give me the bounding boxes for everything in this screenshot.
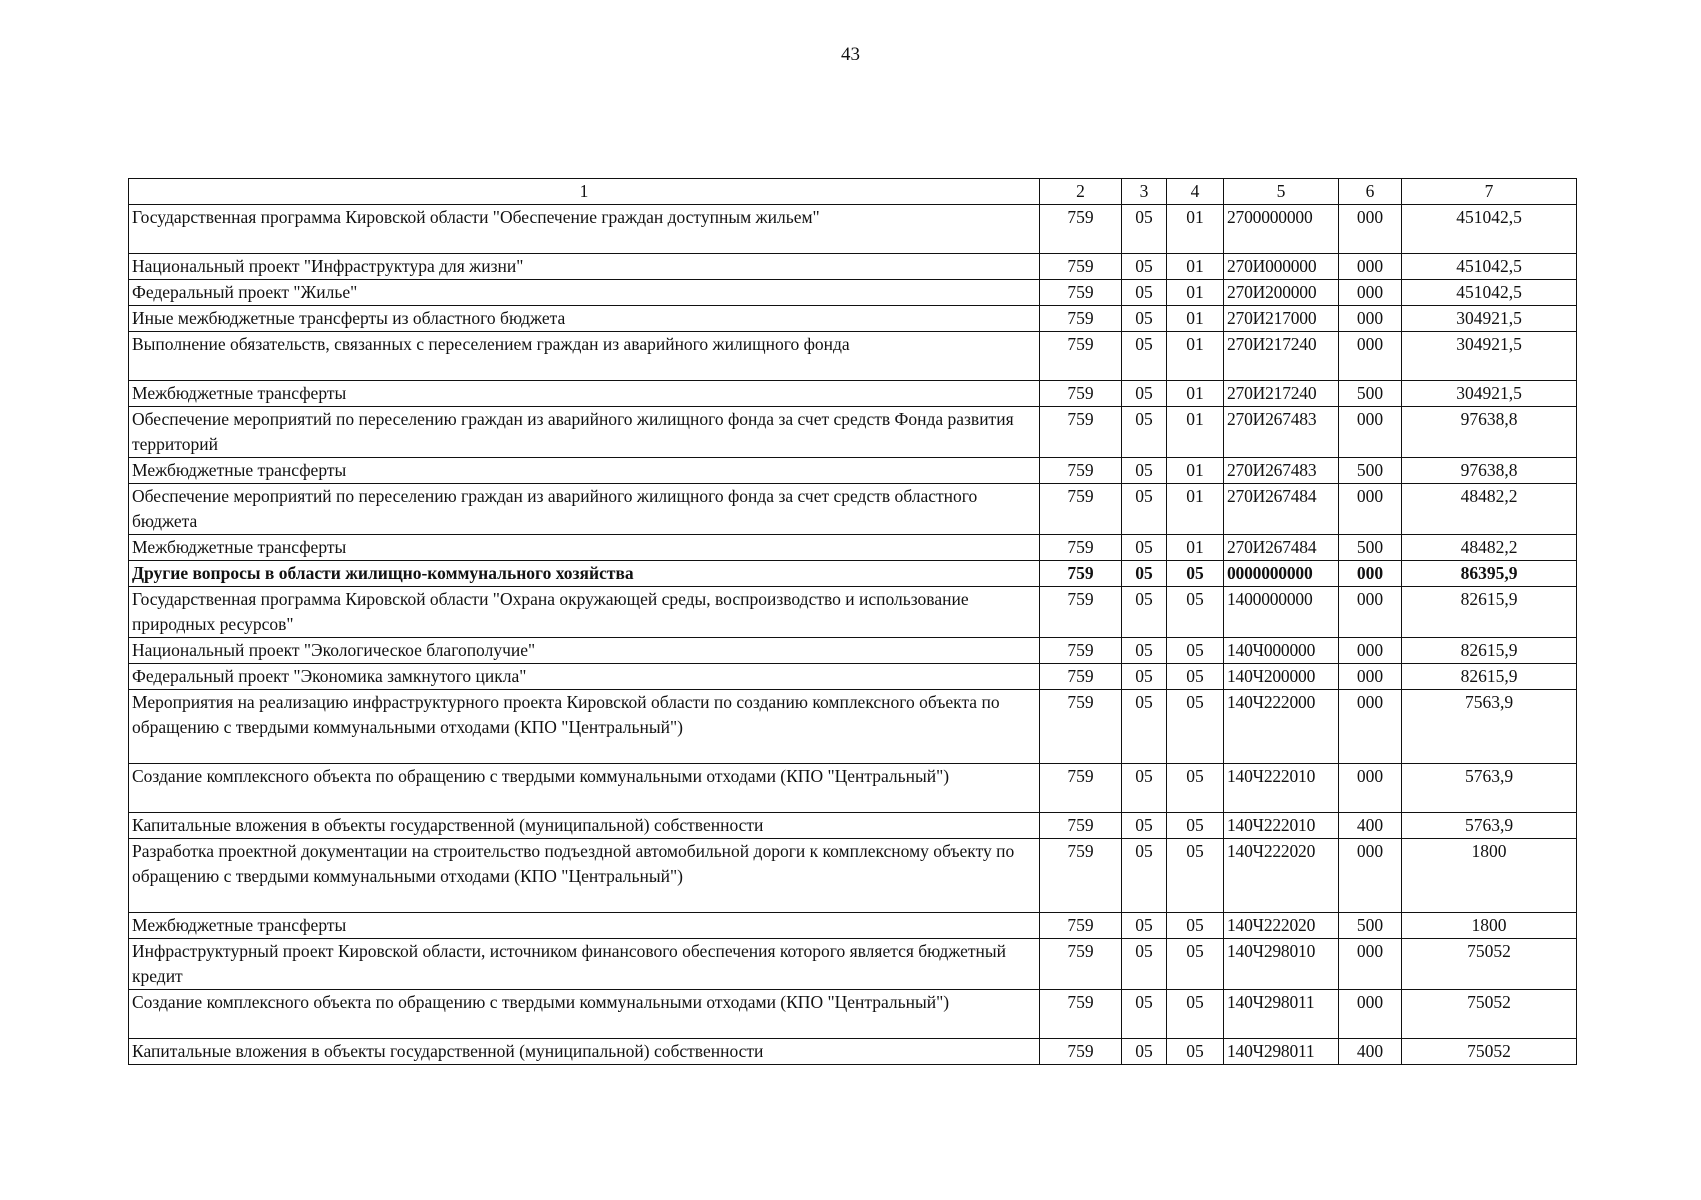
row-section: 05 (1122, 638, 1167, 664)
row-section: 05 (1122, 764, 1167, 813)
budget-table (128, 178, 1577, 1065)
row-ministry-code: 759 (1040, 484, 1122, 535)
row-expense-type: 000 (1339, 561, 1402, 587)
table-row (129, 332, 1577, 381)
row-amount: 82615,9 (1402, 664, 1577, 690)
row-section: 05 (1122, 535, 1167, 561)
table-row (129, 458, 1577, 484)
row-description: Государственная программа Кировской области "Охрана окружающей среды, воспроизводство и использование природных ресурсов" (129, 587, 1040, 638)
row-target-article: 270И267484 (1224, 484, 1339, 535)
row-ministry-code: 759 (1040, 638, 1122, 664)
table-row (129, 407, 1577, 458)
row-subsection: 05 (1167, 561, 1224, 587)
row-expense-type: 400 (1339, 1039, 1402, 1065)
row-description: Обеспечение мероприятий по переселению граждан из аварийного жилищного фонда за счет средств Фонда развития территорий (129, 407, 1040, 458)
row-amount: 1800 (1402, 839, 1577, 913)
row-subsection: 01 (1167, 205, 1224, 254)
row-target-article: 1400000000 (1224, 587, 1339, 638)
table-row (129, 939, 1577, 990)
table-row (129, 839, 1577, 913)
row-subsection: 01 (1167, 332, 1224, 381)
row-amount: 75052 (1402, 990, 1577, 1039)
row-target-article: 270И267484 (1224, 535, 1339, 561)
row-amount: 451042,5 (1402, 280, 1577, 306)
header-row (129, 179, 1577, 205)
header-col-3: 3 (1122, 179, 1167, 205)
row-amount: 82615,9 (1402, 638, 1577, 664)
row-description: Государственная программа Кировской области "Обеспечение граждан доступным жильем" (129, 205, 1040, 254)
row-target-article: 140Ч222020 (1224, 913, 1339, 939)
row-amount: 86395,9 (1402, 561, 1577, 587)
row-description: Другие вопросы в области жилищно-коммунального хозяйства (129, 561, 1040, 587)
row-expense-type: 000 (1339, 587, 1402, 638)
row-subsection: 05 (1167, 638, 1224, 664)
row-expense-type: 000 (1339, 638, 1402, 664)
header-col-7: 7 (1402, 179, 1577, 205)
row-section: 05 (1122, 332, 1167, 381)
row-subsection: 05 (1167, 1039, 1224, 1065)
row-subsection: 05 (1167, 939, 1224, 990)
row-subsection: 05 (1167, 690, 1224, 764)
row-ministry-code: 759 (1040, 939, 1122, 990)
table-row (129, 813, 1577, 839)
row-target-article: 140Ч000000 (1224, 638, 1339, 664)
row-section: 05 (1122, 306, 1167, 332)
row-expense-type: 000 (1339, 690, 1402, 764)
row-subsection: 01 (1167, 484, 1224, 535)
row-target-article: 270И000000 (1224, 254, 1339, 280)
row-expense-type: 000 (1339, 764, 1402, 813)
row-amount: 75052 (1402, 1039, 1577, 1065)
row-amount: 97638,8 (1402, 407, 1577, 458)
row-description: Межбюджетные трансферты (129, 535, 1040, 561)
row-target-article: 270И217240 (1224, 332, 1339, 381)
row-target-article: 140Ч298011 (1224, 1039, 1339, 1065)
row-description: Федеральный проект "Жилье" (129, 280, 1040, 306)
row-subsection: 01 (1167, 381, 1224, 407)
row-amount: 451042,5 (1402, 205, 1577, 254)
header-col-5: 5 (1224, 179, 1339, 205)
row-amount: 5763,9 (1402, 764, 1577, 813)
row-ministry-code: 759 (1040, 664, 1122, 690)
row-expense-type: 500 (1339, 913, 1402, 939)
row-subsection: 01 (1167, 407, 1224, 458)
row-section: 05 (1122, 939, 1167, 990)
row-ministry-code: 759 (1040, 690, 1122, 764)
row-description: Федеральный проект "Экономика замкнутого цикла" (129, 664, 1040, 690)
row-subsection: 01 (1167, 458, 1224, 484)
row-ministry-code: 759 (1040, 764, 1122, 813)
row-subsection: 05 (1167, 587, 1224, 638)
row-amount: 48482,2 (1402, 535, 1577, 561)
row-amount: 75052 (1402, 939, 1577, 990)
row-section: 05 (1122, 813, 1167, 839)
row-amount: 304921,5 (1402, 381, 1577, 407)
table-row (129, 764, 1577, 813)
row-expense-type: 000 (1339, 990, 1402, 1039)
row-target-article: 0000000000 (1224, 561, 1339, 587)
row-expense-type: 000 (1339, 484, 1402, 535)
row-expense-type: 500 (1339, 535, 1402, 561)
row-description: Обеспечение мероприятий по переселению граждан из аварийного жилищного фонда за счет средств областного бюджета (129, 484, 1040, 535)
table-row (129, 913, 1577, 939)
row-target-article: 2700000000 (1224, 205, 1339, 254)
row-description: Инфраструктурный проект Кировской области, источником финансового обеспечения которого является бюджетный кредит (129, 939, 1040, 990)
row-amount: 1800 (1402, 913, 1577, 939)
row-ministry-code: 759 (1040, 280, 1122, 306)
row-section: 05 (1122, 587, 1167, 638)
row-ministry-code: 759 (1040, 407, 1122, 458)
row-target-article: 140Ч298010 (1224, 939, 1339, 990)
row-expense-type: 000 (1339, 205, 1402, 254)
row-description: Межбюджетные трансферты (129, 913, 1040, 939)
header-col-6: 6 (1339, 179, 1402, 205)
row-target-article: 270И217240 (1224, 381, 1339, 407)
row-target-article: 270И217000 (1224, 306, 1339, 332)
row-target-article: 140Ч222000 (1224, 690, 1339, 764)
header-col-1: 1 (129, 179, 1040, 205)
row-section: 05 (1122, 1039, 1167, 1065)
table-row (129, 1039, 1577, 1065)
row-ministry-code: 759 (1040, 332, 1122, 381)
row-description: Создание комплексного объекта по обращению с твердыми коммунальными отходами (КПО "Центральный") (129, 990, 1040, 1039)
table-row (129, 664, 1577, 690)
row-subsection: 05 (1167, 839, 1224, 913)
row-subsection: 01 (1167, 254, 1224, 280)
table-row (129, 535, 1577, 561)
row-ministry-code: 759 (1040, 535, 1122, 561)
row-ministry-code: 759 (1040, 1039, 1122, 1065)
table-row (129, 205, 1577, 254)
row-section: 05 (1122, 205, 1167, 254)
row-expense-type: 400 (1339, 813, 1402, 839)
row-description: Выполнение обязательств, связанных с переселением граждан из аварийного жилищного фонда (129, 332, 1040, 381)
row-description: Межбюджетные трансферты (129, 381, 1040, 407)
row-target-article: 140Ч200000 (1224, 664, 1339, 690)
row-ministry-code: 759 (1040, 913, 1122, 939)
row-expense-type: 500 (1339, 381, 1402, 407)
row-ministry-code: 759 (1040, 306, 1122, 332)
row-description: Межбюджетные трансферты (129, 458, 1040, 484)
row-ministry-code: 759 (1040, 839, 1122, 913)
row-expense-type: 000 (1339, 664, 1402, 690)
row-subsection: 01 (1167, 280, 1224, 306)
row-amount: 97638,8 (1402, 458, 1577, 484)
table-row (129, 561, 1577, 587)
table-row (129, 484, 1577, 535)
row-subsection: 05 (1167, 764, 1224, 813)
row-amount: 304921,5 (1402, 332, 1577, 381)
row-section: 05 (1122, 381, 1167, 407)
row-target-article: 140Ч222010 (1224, 764, 1339, 813)
row-expense-type: 000 (1339, 254, 1402, 280)
table-row (129, 381, 1577, 407)
row-section: 05 (1122, 913, 1167, 939)
row-amount: 304921,5 (1402, 306, 1577, 332)
header-col-2: 2 (1040, 179, 1122, 205)
row-subsection: 05 (1167, 913, 1224, 939)
page-number: 43 (841, 44, 860, 65)
row-description: Разработка проектной документации на строительство подъездной автомобильной дороги к комплексному объекту по обращению с твердыми коммунальными отходами (КПО "Центральный") (129, 839, 1040, 913)
row-description: Капитальные вложения в объекты государственной (муниципальной) собственности (129, 1039, 1040, 1065)
row-expense-type: 500 (1339, 458, 1402, 484)
row-subsection: 05 (1167, 664, 1224, 690)
row-amount: 82615,9 (1402, 587, 1577, 638)
row-ministry-code: 759 (1040, 587, 1122, 638)
row-description: Создание комплексного объекта по обращению с твердыми коммунальными отходами (КПО "Центральный") (129, 764, 1040, 813)
row-target-article: 140Ч222020 (1224, 839, 1339, 913)
table-row (129, 306, 1577, 332)
row-section: 05 (1122, 280, 1167, 306)
row-amount: 48482,2 (1402, 484, 1577, 535)
row-section: 05 (1122, 407, 1167, 458)
row-description: Мероприятия на реализацию инфраструктурного проекта Кировской области по созданию комплексного объекта по обращению с твердыми коммунальными отходами (КПО "Центральный") (129, 690, 1040, 764)
row-ministry-code: 759 (1040, 381, 1122, 407)
table-row (129, 587, 1577, 638)
row-description: Национальный проект "Экологическое благополучие" (129, 638, 1040, 664)
row-subsection: 01 (1167, 535, 1224, 561)
row-ministry-code: 759 (1040, 254, 1122, 280)
row-description: Капитальные вложения в объекты государственной (муниципальной) собственности (129, 813, 1040, 839)
row-subsection: 05 (1167, 990, 1224, 1039)
table-row (129, 638, 1577, 664)
table-body (129, 205, 1577, 1065)
table-row (129, 280, 1577, 306)
row-target-article: 270И200000 (1224, 280, 1339, 306)
row-ministry-code: 759 (1040, 205, 1122, 254)
row-description: Иные межбюджетные трансферты из областного бюджета (129, 306, 1040, 332)
row-ministry-code: 759 (1040, 458, 1122, 484)
row-section: 05 (1122, 254, 1167, 280)
row-amount: 7563,9 (1402, 690, 1577, 764)
table-row (129, 690, 1577, 764)
row-expense-type: 000 (1339, 332, 1402, 381)
table-row (129, 254, 1577, 280)
row-section: 05 (1122, 484, 1167, 535)
row-section: 05 (1122, 990, 1167, 1039)
row-section: 05 (1122, 690, 1167, 764)
row-ministry-code: 759 (1040, 561, 1122, 587)
row-expense-type: 000 (1339, 280, 1402, 306)
row-expense-type: 000 (1339, 839, 1402, 913)
row-subsection: 01 (1167, 306, 1224, 332)
row-subsection: 05 (1167, 813, 1224, 839)
row-target-article: 270И267483 (1224, 407, 1339, 458)
row-section: 05 (1122, 458, 1167, 484)
row-ministry-code: 759 (1040, 990, 1122, 1039)
row-section: 05 (1122, 561, 1167, 587)
row-target-article: 140Ч222010 (1224, 813, 1339, 839)
row-amount: 451042,5 (1402, 254, 1577, 280)
row-section: 05 (1122, 839, 1167, 913)
row-target-article: 270И267483 (1224, 458, 1339, 484)
row-amount: 5763,9 (1402, 813, 1577, 839)
table-row (129, 990, 1577, 1039)
row-target-article: 140Ч298011 (1224, 990, 1339, 1039)
row-expense-type: 000 (1339, 407, 1402, 458)
row-section: 05 (1122, 664, 1167, 690)
row-expense-type: 000 (1339, 306, 1402, 332)
row-expense-type: 000 (1339, 939, 1402, 990)
row-ministry-code: 759 (1040, 813, 1122, 839)
header-col-4: 4 (1167, 179, 1224, 205)
row-description: Национальный проект "Инфраструктура для жизни" (129, 254, 1040, 280)
